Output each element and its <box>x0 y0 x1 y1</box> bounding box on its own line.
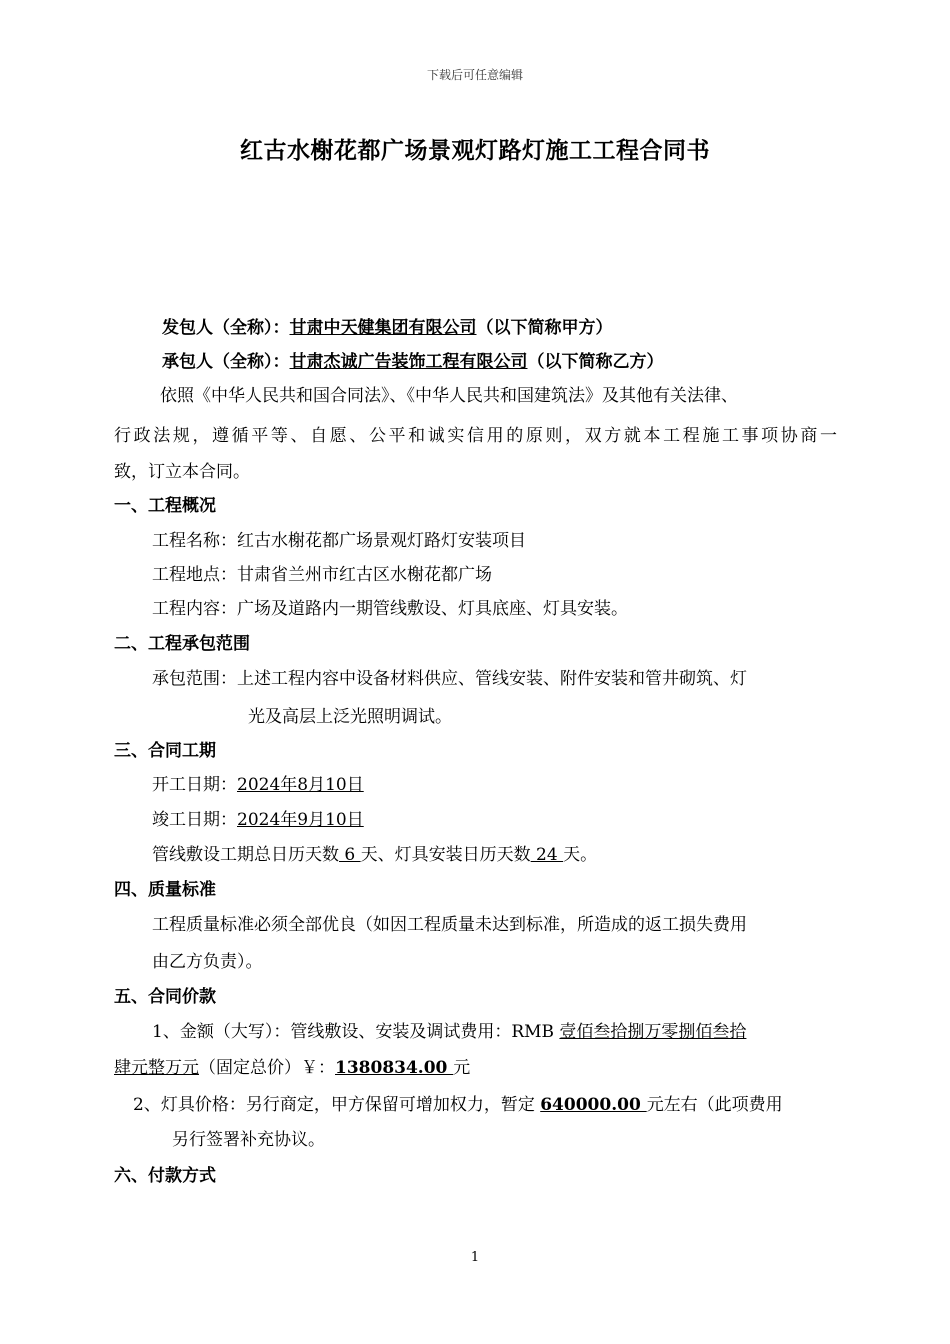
project-content-line: 工程内容：广场及道路内一期管线敷设、灯具底座、灯具安装。 <box>152 599 628 619</box>
section-heading-payment: 六、付款方式 <box>114 1166 216 1186</box>
start-date-label: 开工日期： <box>152 775 237 795</box>
project-name-line: 工程名称：红古水榭花都广场景观灯路灯安装项目 <box>152 531 526 551</box>
quality-line-2: 由乙方负责）。 <box>152 952 263 972</box>
preamble-line-3: 致，订立本合同。 <box>114 462 250 482</box>
scope-line-1: 承包范围：上述工程内容中设备材料供应、管线安装、附件安装和管井砌筑、灯 <box>152 669 747 689</box>
price-item-2-post: 元左右（此项费用 <box>646 1095 783 1115</box>
duration-pre: 管线敷设工期总日历天数 <box>152 845 339 865</box>
end-date-value: 2024年9月10日 <box>237 810 364 830</box>
price-item-1-line-2 <box>114 1056 470 1080</box>
price-item-1-words-b: 肆元整万元 <box>114 1058 199 1078</box>
employer-name: 甘肃中天健集团有限公司 <box>289 318 477 338</box>
price-item-1-mid: （固定总价）￥： <box>199 1058 335 1078</box>
end-date-line <box>152 808 364 832</box>
price-item-2-amount: 640000.00 <box>540 1095 647 1115</box>
end-date-label: 竣工日期： <box>152 810 237 830</box>
price-item-2-line-2: 另行签署补充协议。 <box>172 1130 325 1150</box>
employer-label: 发包人（全称）： <box>162 318 290 338</box>
document-title: 红古水榭花都广场景观灯路灯施工工程合同书 <box>240 137 710 164</box>
contractor-name: 甘肃杰诚广告装饰工程有限公司 <box>289 352 528 372</box>
price-item-1-line-1 <box>152 1020 746 1044</box>
scope-line-2: 光及高层上泛光照明调试。 <box>248 707 452 727</box>
contractor-suffix: （以下简称乙方） <box>527 352 664 372</box>
price-item-1-words-a: 壹佰叁拾捌万零捌佰叁拾 <box>559 1022 747 1042</box>
section-heading-scope: 二、工程承包范围 <box>114 634 250 654</box>
quality-line-1: 工程质量标准必须全部优良（如因工程质量未达到标准，所造成的返工损失费用 <box>152 915 747 935</box>
employer-line <box>162 316 613 340</box>
price-item-1-amount: 1380834.00 <box>335 1058 454 1078</box>
start-date-line <box>152 773 364 797</box>
price-item-1-pre: 1、金额（大写）：管线敷设、安装及调试费用：RMB <box>152 1022 560 1042</box>
duration-post: 天。 <box>563 845 598 865</box>
section-heading-quality: 四、质量标准 <box>114 880 216 900</box>
lamp-duration-days: 24 <box>530 845 564 865</box>
price-item-2-line-1 <box>133 1093 783 1117</box>
pipe-duration-days: 6 <box>339 845 361 865</box>
start-date-value: 2024年8月10日 <box>237 775 364 795</box>
project-location-line: 工程地点：甘肃省兰州市红古区水榭花都广场 <box>152 565 492 585</box>
section-heading-price: 五、合同价款 <box>114 987 216 1007</box>
preamble-line-2: 行政法规，遵循平等、自愿、公平和诚实信用的原则，双方就本工程施工事项协商一 <box>114 426 837 446</box>
page-number: 1 <box>470 1250 480 1265</box>
contractor-line <box>162 350 664 374</box>
employer-suffix: （以下简称甲方） <box>476 318 613 338</box>
section-heading-duration: 三、合同工期 <box>114 741 216 761</box>
preamble-line-1: 依照《中华人民共和国合同法》、《中华人民共和国建筑法》及其他有关法律、 <box>160 386 738 406</box>
duration-line <box>152 843 597 867</box>
price-item-1-post: 元 <box>453 1058 471 1078</box>
price-item-2-pre: 2、灯具价格：另行商定，甲方保留可增加权力，暂定 <box>133 1095 541 1115</box>
section-heading-overview: 一、工程概况 <box>114 496 216 516</box>
header-note: 下载后可任意编辑 <box>426 68 523 82</box>
duration-mid: 天、灯具安装日历天数 <box>360 845 531 865</box>
contractor-label: 承包人（全称）： <box>162 352 290 372</box>
